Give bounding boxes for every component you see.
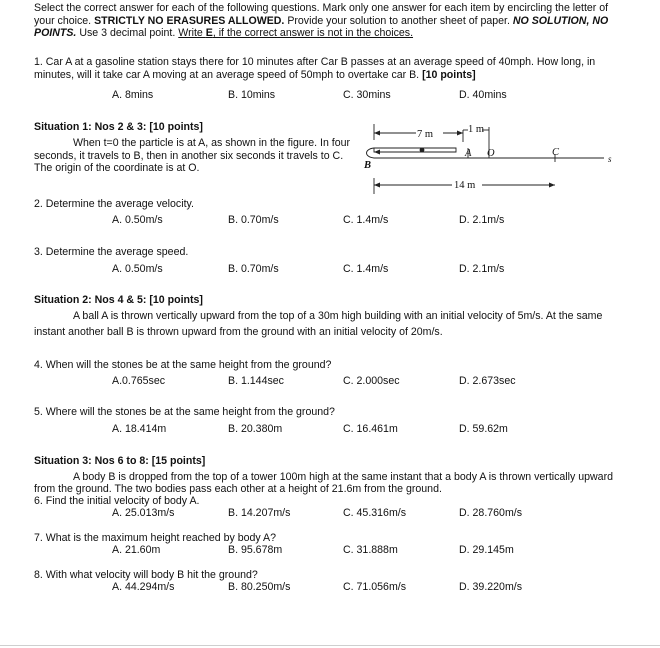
q5-option-d[interactable]: D. 59.62m — [459, 423, 508, 435]
label-origin-o: O — [487, 148, 495, 159]
label-axis-s: s — [608, 154, 612, 164]
q4-option-a[interactable]: A.0.765sec — [112, 375, 166, 387]
figure-arrows — [374, 131, 555, 188]
q4-option-c[interactable]: C. 2.000sec — [343, 375, 400, 387]
situation-2-line-1: A ball A is thrown vertically upward from the top of a 30m high building with an initial velocity of 5m/s. At the same — [73, 310, 603, 322]
question-6: 6. Find the initial velocity of body A. — [34, 495, 200, 507]
situation-2-title: Situation 2: Nos 4 & 5: [10 points] — [34, 294, 203, 306]
question-2: 2. Determine the average velocity. — [34, 198, 194, 210]
question-5: 5. Where will the stones be at the same height from the ground? — [34, 406, 335, 418]
question-3: 3. Determine the average speed. — [34, 246, 189, 258]
q8-option-a[interactable]: A. 44.294m/s — [112, 581, 175, 593]
q3-option-d[interactable]: D. 2.1m/s — [459, 263, 505, 275]
q8-option-b[interactable]: B. 80.250m/s — [228, 581, 291, 593]
instructions — [34, 2, 624, 40]
question-1-line-1: 1. Car A at a gasoline station stays there for 10 minutes after Car B passes at an average speed of 40mph. How long, in — [34, 56, 596, 68]
label-point-a: A — [465, 148, 472, 159]
instructions-line-1: Select the correct answer for each of the following questions. Mark only one answer for each item by encircling the letter of — [34, 2, 609, 14]
write-e-notice: Write E, if the correct answer is not in the choices. — [178, 27, 414, 40]
label-point-c: C — [552, 147, 560, 158]
q6-option-d[interactable]: D. 28.760m/s — [459, 507, 523, 519]
figure-lines — [367, 124, 605, 194]
situation-1-line-1: When t=0 the particle is at A, as shown in the figure. In four — [73, 137, 351, 149]
label-1m: 1 m — [468, 124, 485, 135]
q3-option-a[interactable]: A. 0.50m/s — [112, 263, 163, 275]
q7-option-b[interactable]: B. 95.678m — [228, 544, 283, 556]
label-14m: 14 m — [454, 180, 476, 191]
particle-dot — [420, 148, 425, 153]
q4-option-d[interactable]: D. 2.673sec — [459, 375, 516, 387]
instructions-line-2: your choice. STRICTLY NO ERASURES ALLOWED. Provide your solution to another sheet of paper. NO SOLUTION, NO — [34, 14, 609, 27]
situation-1-line-2: seconds, it travels to B, then in another six seconds it travels to C. — [34, 150, 344, 162]
particle-path-top — [374, 148, 456, 152]
q2-option-b[interactable]: B. 0.70m/s — [228, 214, 279, 226]
no-erasures-notice: STRICTLY NO ERASURES ALLOWED. — [94, 14, 285, 27]
arrow-7m-right — [457, 131, 463, 136]
label-7m: 7 m — [417, 129, 434, 140]
label-point-b: B — [364, 160, 372, 171]
situation-3-line-1: A body B is dropped from the top of a tower 100m high at the same instant that a body A is thrown vertically upward — [73, 471, 613, 483]
q2-option-d[interactable]: D. 2.1m/s — [459, 214, 505, 226]
q8-option-c[interactable]: C. 71.056m/s — [343, 581, 407, 593]
q5-option-a[interactable]: A. 18.414m — [112, 423, 167, 435]
particle-path-figure — [360, 118, 620, 198]
q6-option-b[interactable]: B. 14.207m/s — [228, 507, 291, 519]
q7-option-c[interactable]: C. 31.888m — [343, 544, 398, 556]
arrow-7m-left — [374, 131, 380, 136]
q6-option-c[interactable]: C. 45.316m/s — [343, 507, 407, 519]
situation-1-line-3: The origin of the coordinate is at O. — [34, 162, 200, 174]
question-1 — [34, 56, 624, 81]
question-4: 4. When will the stones be at the same height from the ground? — [34, 359, 332, 371]
arrow-path-b — [374, 150, 380, 155]
arrow-14m-left — [374, 183, 380, 188]
question-1-points: [10 points] — [422, 68, 476, 81]
situation-1-title: Situation 1: Nos 2 & 3: [10 points] — [34, 121, 203, 133]
q3-option-c[interactable]: C. 1.4m/s — [343, 263, 389, 275]
q5-option-c[interactable]: C. 16.461m — [343, 423, 398, 435]
q4-option-b[interactable]: B. 1.144sec — [228, 375, 284, 387]
question-1-line-2: minutes, will it take car A moving at an average speed of 50mph to overtake car B. [10 points] — [34, 68, 476, 81]
q3-option-b[interactable]: B. 0.70m/s — [228, 263, 279, 275]
q7-option-a[interactable]: A. 21.60m — [112, 544, 161, 556]
q8-option-d[interactable]: D. 39.220m/s — [459, 581, 523, 593]
page-bottom-border — [0, 645, 660, 646]
situation-3-title: Situation 3: Nos 6 to 8: [15 points] — [34, 455, 206, 467]
q6-option-a[interactable]: A. 25.013m/s — [112, 507, 175, 519]
q2-option-c[interactable]: C. 1.4m/s — [343, 214, 389, 226]
particle-path-loop — [367, 148, 601, 158]
question-8: 8. With what velocity will body B hit the ground? — [34, 569, 258, 581]
q1-option-d[interactable]: D. 40mins — [459, 89, 507, 101]
q1-option-b[interactable]: B. 10mins — [228, 89, 276, 101]
q2-option-a[interactable]: A. 0.50m/s — [112, 214, 163, 226]
question-7: 7. What is the maximum height reached by body A? — [34, 532, 277, 544]
arrow-14m-right — [549, 183, 555, 188]
q1-option-a[interactable]: A. 8mins — [112, 89, 154, 101]
no-solution-notice: NO SOLUTION, NO — [512, 14, 609, 27]
situation-3-line-2: from the ground. The two bodies pass each other at a height of 21.6m from the ground. — [34, 483, 442, 495]
q7-option-d[interactable]: D. 29.145m — [459, 544, 514, 556]
q5-option-b[interactable]: B. 20.380m — [228, 423, 283, 435]
instructions-line-3: POINTS. Use 3 decimal point. Write E, if the correct answer is not in the choices. — [34, 27, 414, 40]
situation-2-line-2: instant another ball B is thrown upward from the ground with an initial velocity of 20m/s. — [34, 326, 443, 338]
q1-option-c[interactable]: C. 30mins — [343, 89, 391, 101]
